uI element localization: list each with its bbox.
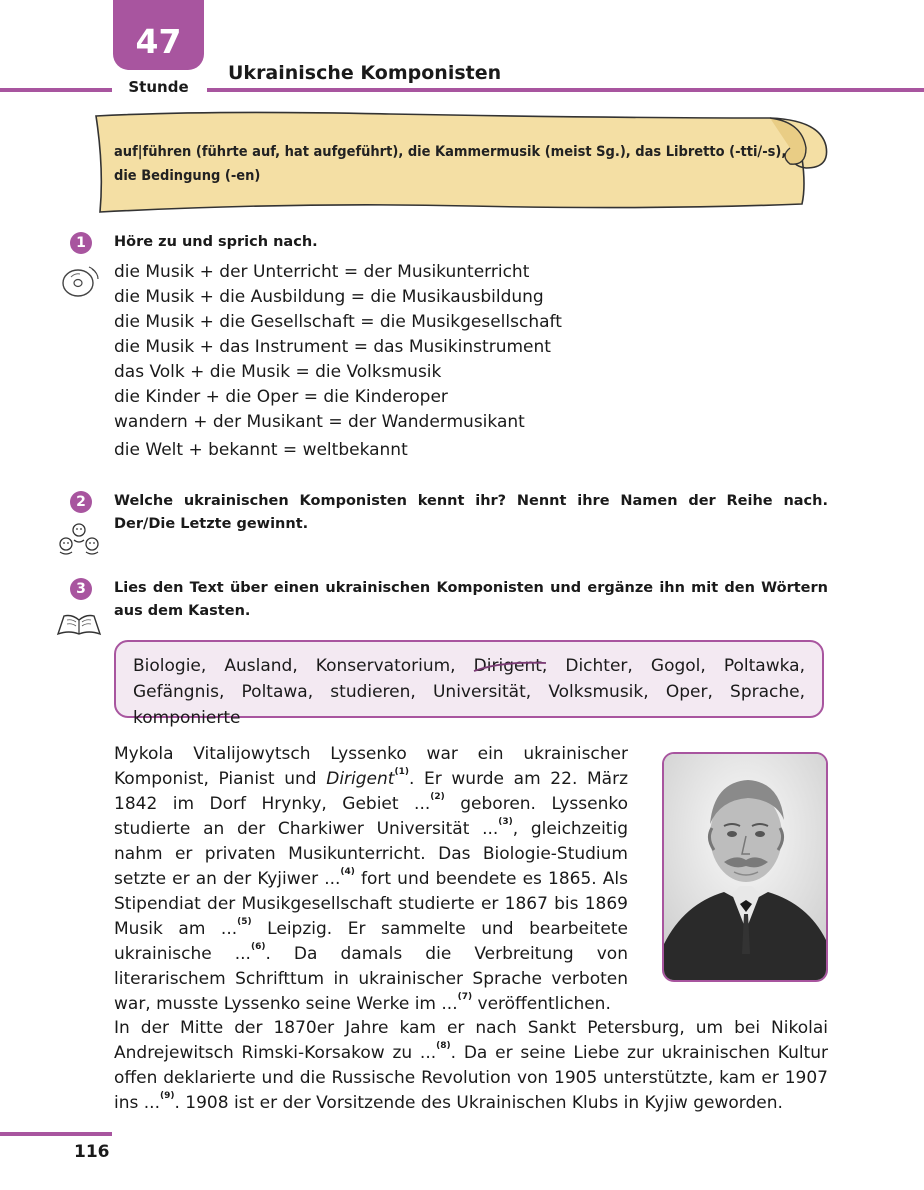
exercise-2-number: 2 [70, 491, 92, 513]
page-title: Ukrainische Komponisten [228, 62, 502, 84]
composer-portrait [662, 752, 828, 982]
gap-marker: (5) [237, 917, 252, 927]
gap-marker: (6) [250, 942, 266, 952]
exercise-3-number: 3 [70, 578, 92, 600]
strike-mark [472, 657, 550, 677]
vocabulary-line: auf|führen (führte auf, hat aufgeführt), die Kammermusik (meist Sg.), das Libretto (-tti/-s), [114, 144, 787, 160]
word-box-words: Biologie, Ausland, Konservatorium, [133, 656, 474, 676]
compound-line: die Musik + der Unterricht = der Musikunterricht [114, 262, 530, 282]
text-paragraph-1: Mykola Vitalijowytsch Lyssenko war ein ukrainischer Komponist, Pianist und Dirigent$^{(1)}$. Er wurde am 22. März 1842 im Dorf Hrynky, Gebiet ...$^{(2)}$ geboren. Lyssenko studierte an der Charkiwer Universität ...$^{(3)}$, gleichzeitig nahm er privaten Musikunterricht. Das Biologie-Studium setzte er an der Kyjiwer ...$^{(4)}$ fort und beendete es 1865. Als Stipendiat der Musikgesellschaft studierte er 1867 bis 1869 Musik am ...$^{(5)}$ Leipzig. Er sammelte und bearbeitete ukrainische ...$^{(6)}$. Da damals die Verbreitung von literarischem Schrifttum in ukrainischer Sprache verboten war, musste Lyssenko seine Werke im ...$^{(7)}$ veröffentlichen. [114, 744, 629, 1014]
page-number: 116 [74, 1142, 110, 1162]
vocabulary-list [114, 140, 804, 188]
exercise-2-instruction: Welche ukrainischen Komponisten kennt ihr? Nennt ihre Namen der Reihe nach. Der/Die Letzte gewinnt. [114, 493, 828, 532]
group-speaking-icon [56, 518, 102, 558]
gap-marker: (4) [340, 867, 355, 877]
compound-line: die Musik + das Instrument = das Musikinstrument [114, 337, 551, 357]
text-paragraph-2: In der Mitte der 1870er Jahre kam er nach Sankt Petersburg, um bei Nikolai Andrejewitsch Rimski-Korsakow zu ...$^{(8)}$. Da er seine Liebe zur ukrainischen Kultur offen deklarierte und die Russische Revolution von 1905 unterstützte, kam er 1907 ins ...$^{(9)}$. 1908 ist er der Vorsitzende des Ukrainischen Klubs in Kyjiw geworden. [114, 1018, 828, 1113]
gap-marker: (1) [394, 767, 409, 777]
compound-line: das Volk + die Musik = die Volksmusik [114, 362, 442, 382]
compound-line: die Kinder + die Oper = die Kinderoper [114, 387, 448, 407]
header-rule-left [0, 88, 112, 92]
exercise-1-number: 1 [70, 232, 92, 254]
lesson-number: 47 [135, 22, 182, 61]
exercise-1-instruction: Höre zu und sprich nach. [114, 234, 318, 250]
open-book-icon [54, 610, 104, 638]
header-rule-right [207, 88, 924, 92]
compound-word-list [114, 260, 562, 463]
gap-marker: (2) [430, 792, 445, 802]
gap-marker: (3) [498, 817, 513, 827]
footer-rule [0, 1132, 112, 1136]
gap-marker: (8) [436, 1041, 451, 1051]
word-box-text [133, 653, 805, 731]
lesson-label: Stunde [128, 78, 189, 96]
compound-line: wandern + der Musikant = der Wandermusikant [114, 412, 525, 432]
compound-line: die Welt + bekannt = weltbekannt [114, 440, 408, 460]
gap-marker: (9) [159, 1091, 175, 1101]
example-answer: Dirigent [326, 769, 395, 789]
compound-line: die Musik + die Gesellschaft = die Musikgesellschaft [114, 312, 562, 332]
word-box-words: , Dichter, Gogol, Poltawka, Gefängnis, Poltawa, studieren, Universität, Volksmusik, Oper, Sprache, komponierte [133, 656, 805, 728]
compound-line: die Musik + die Ausbildung = die Musikausbildung [114, 287, 544, 307]
vocabulary-line: die Bedingung (-en) [114, 168, 261, 184]
cd-audio-icon[interactable] [58, 263, 102, 299]
gap-marker: (7) [457, 992, 473, 1002]
portrait-image [664, 754, 826, 980]
struck-word: Dirigent [474, 653, 542, 679]
exercise-3-instruction: Lies den Text über einen ukrainischen Komponisten und ergänze ihn mit den Wörtern aus dem Kasten. [114, 580, 828, 619]
